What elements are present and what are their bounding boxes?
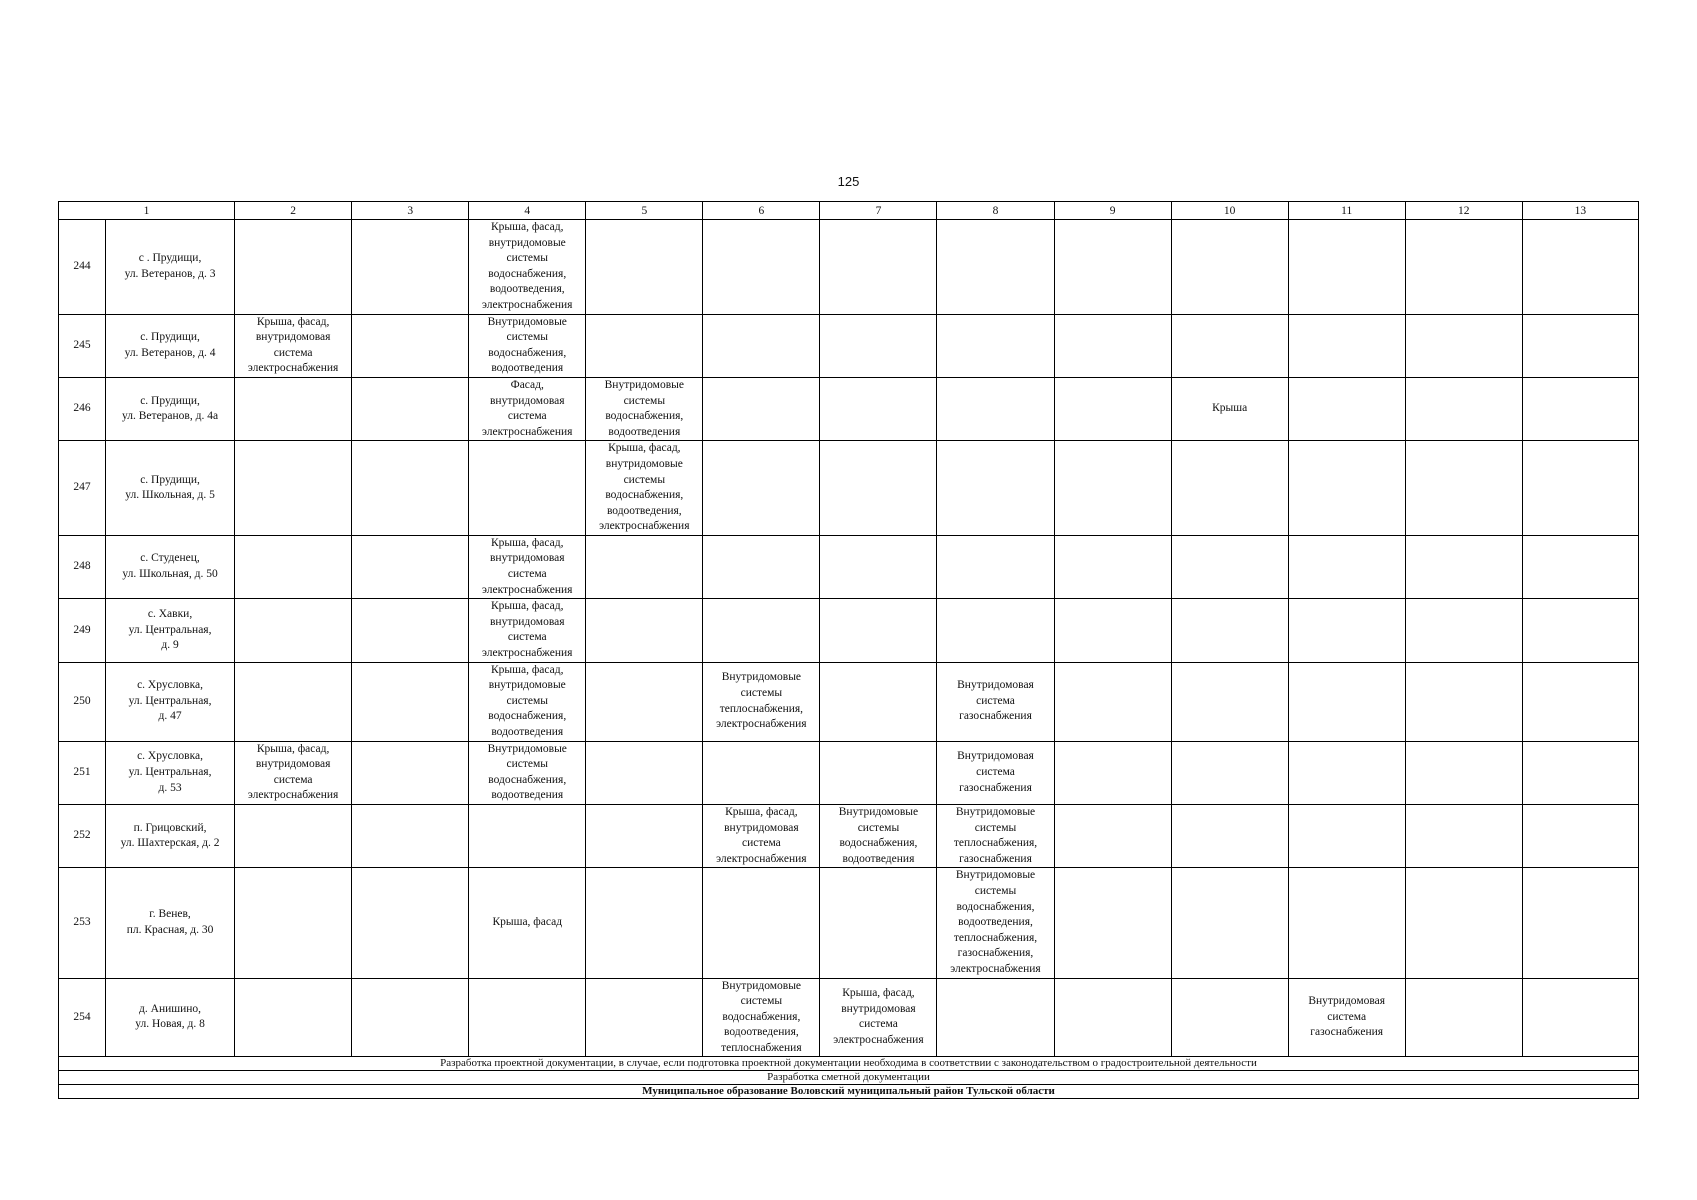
work-cell <box>1522 804 1638 867</box>
work-cell <box>586 804 703 867</box>
work-cell <box>1522 441 1638 536</box>
table-row <box>59 314 1639 377</box>
work-cell: Крыша, фасад <box>469 868 586 978</box>
work-cell <box>1288 314 1405 377</box>
work-cell <box>1522 741 1638 804</box>
work-cell <box>1522 220 1638 315</box>
work-cell <box>352 868 469 978</box>
header-cell: 1 <box>59 202 235 220</box>
work-cell <box>469 441 586 536</box>
work-cell <box>1405 441 1522 536</box>
work-cell <box>820 314 937 377</box>
work-cell <box>1288 741 1405 804</box>
work-cell <box>1522 314 1638 377</box>
header-cell: 9 <box>1054 202 1171 220</box>
work-cell <box>235 868 352 978</box>
work-cell <box>1171 535 1288 598</box>
work-cell: Крыша, фасад, внутридомовая система электроснабжения <box>235 741 352 804</box>
work-cell <box>235 804 352 867</box>
work-cell <box>1054 978 1171 1057</box>
work-cell <box>820 868 937 978</box>
work-cell <box>1171 314 1288 377</box>
address-cell: д. Анишино, ул. Новая, д. 8 <box>106 978 235 1057</box>
work-cell: Внутридомовые системы водоснабжения, водоотведения, теплоснабжения <box>703 978 820 1057</box>
header-cell: 4 <box>469 202 586 220</box>
header-cell: 12 <box>1405 202 1522 220</box>
row-number: 253 <box>59 868 106 978</box>
work-cell: Фасад, внутридомовая система электроснабжения <box>469 377 586 440</box>
table-row <box>59 377 1639 440</box>
work-cell <box>1171 741 1288 804</box>
work-cell <box>1054 314 1171 377</box>
work-cell <box>1171 868 1288 978</box>
work-cell: Крыша, фасад, внутридомовая система электроснабжения <box>703 804 820 867</box>
header-cell: 5 <box>586 202 703 220</box>
work-cell <box>1171 662 1288 741</box>
work-cell <box>235 599 352 662</box>
work-cell <box>703 314 820 377</box>
work-cell <box>703 535 820 598</box>
work-cell <box>820 741 937 804</box>
work-cell <box>235 220 352 315</box>
work-cell <box>703 868 820 978</box>
work-cell: Внутридомовые системы теплоснабжения, газоснабжения <box>937 804 1054 867</box>
section-row <box>59 1057 1639 1071</box>
work-cell <box>1054 868 1171 978</box>
header-cell: 10 <box>1171 202 1288 220</box>
work-cell: Крыша, фасад, внутридомовая система электроснабжения <box>820 978 937 1057</box>
work-cell <box>1288 662 1405 741</box>
table-row <box>59 220 1639 315</box>
work-cell <box>352 441 469 536</box>
header-cell: 13 <box>1522 202 1638 220</box>
header-cell: 11 <box>1288 202 1405 220</box>
work-cell <box>586 314 703 377</box>
work-cell <box>352 220 469 315</box>
work-cell <box>1405 220 1522 315</box>
address-cell: с. Хрусловка, ул. Центральная, д. 47 <box>106 662 235 741</box>
work-cell <box>1288 535 1405 598</box>
header-cell: 7 <box>820 202 937 220</box>
work-cell <box>586 662 703 741</box>
work-cell: Внутридомовые системы водоснабжения, водоотведения <box>469 314 586 377</box>
address-cell: с. Студенец, ул. Школьная, д. 50 <box>106 535 235 598</box>
work-cell: Внутридомовые системы водоснабжения, водоотведения <box>469 741 586 804</box>
work-cell <box>1522 535 1638 598</box>
row-number: 250 <box>59 662 106 741</box>
header-row <box>59 202 1639 220</box>
row-number: 249 <box>59 599 106 662</box>
work-cell <box>586 978 703 1057</box>
work-cell <box>1405 868 1522 978</box>
work-cell: Внутридомовые системы теплоснабжения, электроснабжения <box>703 662 820 741</box>
work-cell <box>1405 599 1522 662</box>
work-cell <box>352 978 469 1057</box>
work-cell <box>703 741 820 804</box>
section-row <box>59 1085 1639 1099</box>
address-cell: с. Хрусловка, ул. Центральная, д. 53 <box>106 741 235 804</box>
work-cell <box>1522 978 1638 1057</box>
work-cell <box>1288 377 1405 440</box>
row-number: 251 <box>59 741 106 804</box>
work-cell: Внутридомовые системы водоснабжения, водоотведения <box>586 377 703 440</box>
section-title: Разработка проектной документации, в случае, если подготовка проектной документации необходима в соответствии с законодательством о градостроительной деятельности <box>59 1057 1639 1071</box>
work-cell: Крыша, фасад, внутридомовые системы водоснабжения, водоотведения <box>469 662 586 741</box>
work-cell <box>586 741 703 804</box>
work-cell <box>1405 314 1522 377</box>
work-cell <box>352 314 469 377</box>
work-cell <box>1171 599 1288 662</box>
work-cell <box>1405 804 1522 867</box>
work-cell: Внутридомовая система газоснабжения <box>1288 978 1405 1057</box>
work-cell: Крыша, фасад, внутридомовая система электроснабжения <box>235 314 352 377</box>
work-cell <box>937 535 1054 598</box>
work-cell <box>1405 662 1522 741</box>
work-cell <box>937 599 1054 662</box>
work-cell <box>1522 662 1638 741</box>
work-cell <box>1405 535 1522 598</box>
table-row <box>59 741 1639 804</box>
page-number: 125 <box>837 174 860 189</box>
section-title: Муниципальное образование Воловский муниципальный район Тульской области <box>59 1085 1639 1099</box>
work-cell <box>1054 662 1171 741</box>
address-cell: с. Хавки, ул. Центральная, д. 9 <box>106 599 235 662</box>
work-cell <box>937 220 1054 315</box>
work-cell <box>1522 599 1638 662</box>
work-cell <box>235 978 352 1057</box>
work-cell: Крыша <box>1171 377 1288 440</box>
work-cell <box>1405 377 1522 440</box>
work-cell <box>586 868 703 978</box>
work-cell <box>1288 804 1405 867</box>
works-table <box>58 201 1639 1099</box>
work-cell: Крыша, фасад, внутридомовые системы водоснабжения, водоотведения, электроснабжения <box>586 441 703 536</box>
address-cell: с. Прудищи, ул. Ветеранов, д. 4а <box>106 377 235 440</box>
table-row <box>59 804 1639 867</box>
section-title: Разработка сметной документации <box>59 1071 1639 1085</box>
work-cell <box>820 441 937 536</box>
row-number: 252 <box>59 804 106 867</box>
row-number: 248 <box>59 535 106 598</box>
work-cell <box>352 377 469 440</box>
table-row <box>59 599 1639 662</box>
work-cell <box>1288 599 1405 662</box>
table-row <box>59 662 1639 741</box>
work-cell <box>703 220 820 315</box>
work-cell <box>1522 377 1638 440</box>
work-cell <box>1054 741 1171 804</box>
address-cell: г. Венев, пл. Красная, д. 30 <box>106 868 235 978</box>
row-number: 245 <box>59 314 106 377</box>
work-cell <box>703 441 820 536</box>
work-cell: Крыша, фасад, внутридомовые системы водоснабжения, водоотведения, электроснабжения <box>469 220 586 315</box>
work-cell <box>352 741 469 804</box>
work-cell <box>937 377 1054 440</box>
work-cell <box>937 441 1054 536</box>
table-row <box>59 441 1639 536</box>
work-cell <box>1522 868 1638 978</box>
work-cell <box>1171 804 1288 867</box>
work-cell <box>352 662 469 741</box>
work-cell <box>1171 978 1288 1057</box>
work-cell: Внутридомовая система газоснабжения <box>937 662 1054 741</box>
row-number: 246 <box>59 377 106 440</box>
address-cell: с . Прудищи, ул. Ветеранов, д. 3 <box>106 220 235 315</box>
work-cell: Внутридомовые системы водоснабжения, водоотведения, теплоснабжения, газоснабжения, электроснабжения <box>937 868 1054 978</box>
work-cell <box>1171 220 1288 315</box>
work-cell: Внутридомовые системы водоснабжения, водоотведения <box>820 804 937 867</box>
work-cell <box>586 599 703 662</box>
work-cell <box>235 441 352 536</box>
row-number: 244 <box>59 220 106 315</box>
work-cell <box>235 377 352 440</box>
section-row <box>59 1071 1639 1085</box>
work-cell: Крыша, фасад, внутридомовая система электроснабжения <box>469 535 586 598</box>
work-cell: Внутридомовая система газоснабжения <box>937 741 1054 804</box>
table-row <box>59 978 1639 1057</box>
work-cell <box>1405 741 1522 804</box>
row-number: 247 <box>59 441 106 536</box>
work-cell <box>820 220 937 315</box>
work-cell <box>1054 220 1171 315</box>
work-cell <box>1405 978 1522 1057</box>
work-cell <box>1054 599 1171 662</box>
work-cell <box>352 804 469 867</box>
work-cell <box>1288 441 1405 536</box>
row-number: 254 <box>59 978 106 1057</box>
work-cell <box>820 377 937 440</box>
work-cell <box>352 535 469 598</box>
work-cell <box>235 535 352 598</box>
work-cell <box>469 978 586 1057</box>
work-cell <box>1054 441 1171 536</box>
address-cell: с. Прудищи, ул. Школьная, д. 5 <box>106 441 235 536</box>
work-cell <box>469 804 586 867</box>
work-cell <box>703 377 820 440</box>
work-cell <box>820 535 937 598</box>
work-cell <box>1171 441 1288 536</box>
work-cell <box>937 314 1054 377</box>
work-cell <box>235 662 352 741</box>
work-cell <box>1054 804 1171 867</box>
work-cell <box>1288 220 1405 315</box>
work-cell <box>586 220 703 315</box>
table-row <box>59 868 1639 978</box>
work-cell <box>820 599 937 662</box>
header-cell: 3 <box>352 202 469 220</box>
table-row <box>59 535 1639 598</box>
work-cell: Крыша, фасад, внутридомовая система электроснабжения <box>469 599 586 662</box>
address-cell: п. Грицовский, ул. Шахтерская, д. 2 <box>106 804 235 867</box>
work-cell <box>703 599 820 662</box>
header-cell: 6 <box>703 202 820 220</box>
address-cell: с. Прудищи, ул. Ветеранов, д. 4 <box>106 314 235 377</box>
work-cell <box>820 662 937 741</box>
work-cell <box>937 978 1054 1057</box>
header-cell: 8 <box>937 202 1054 220</box>
work-cell <box>352 599 469 662</box>
work-cell <box>586 535 703 598</box>
work-cell <box>1054 377 1171 440</box>
work-cell <box>1288 868 1405 978</box>
header-cell: 2 <box>235 202 352 220</box>
work-cell <box>1054 535 1171 598</box>
